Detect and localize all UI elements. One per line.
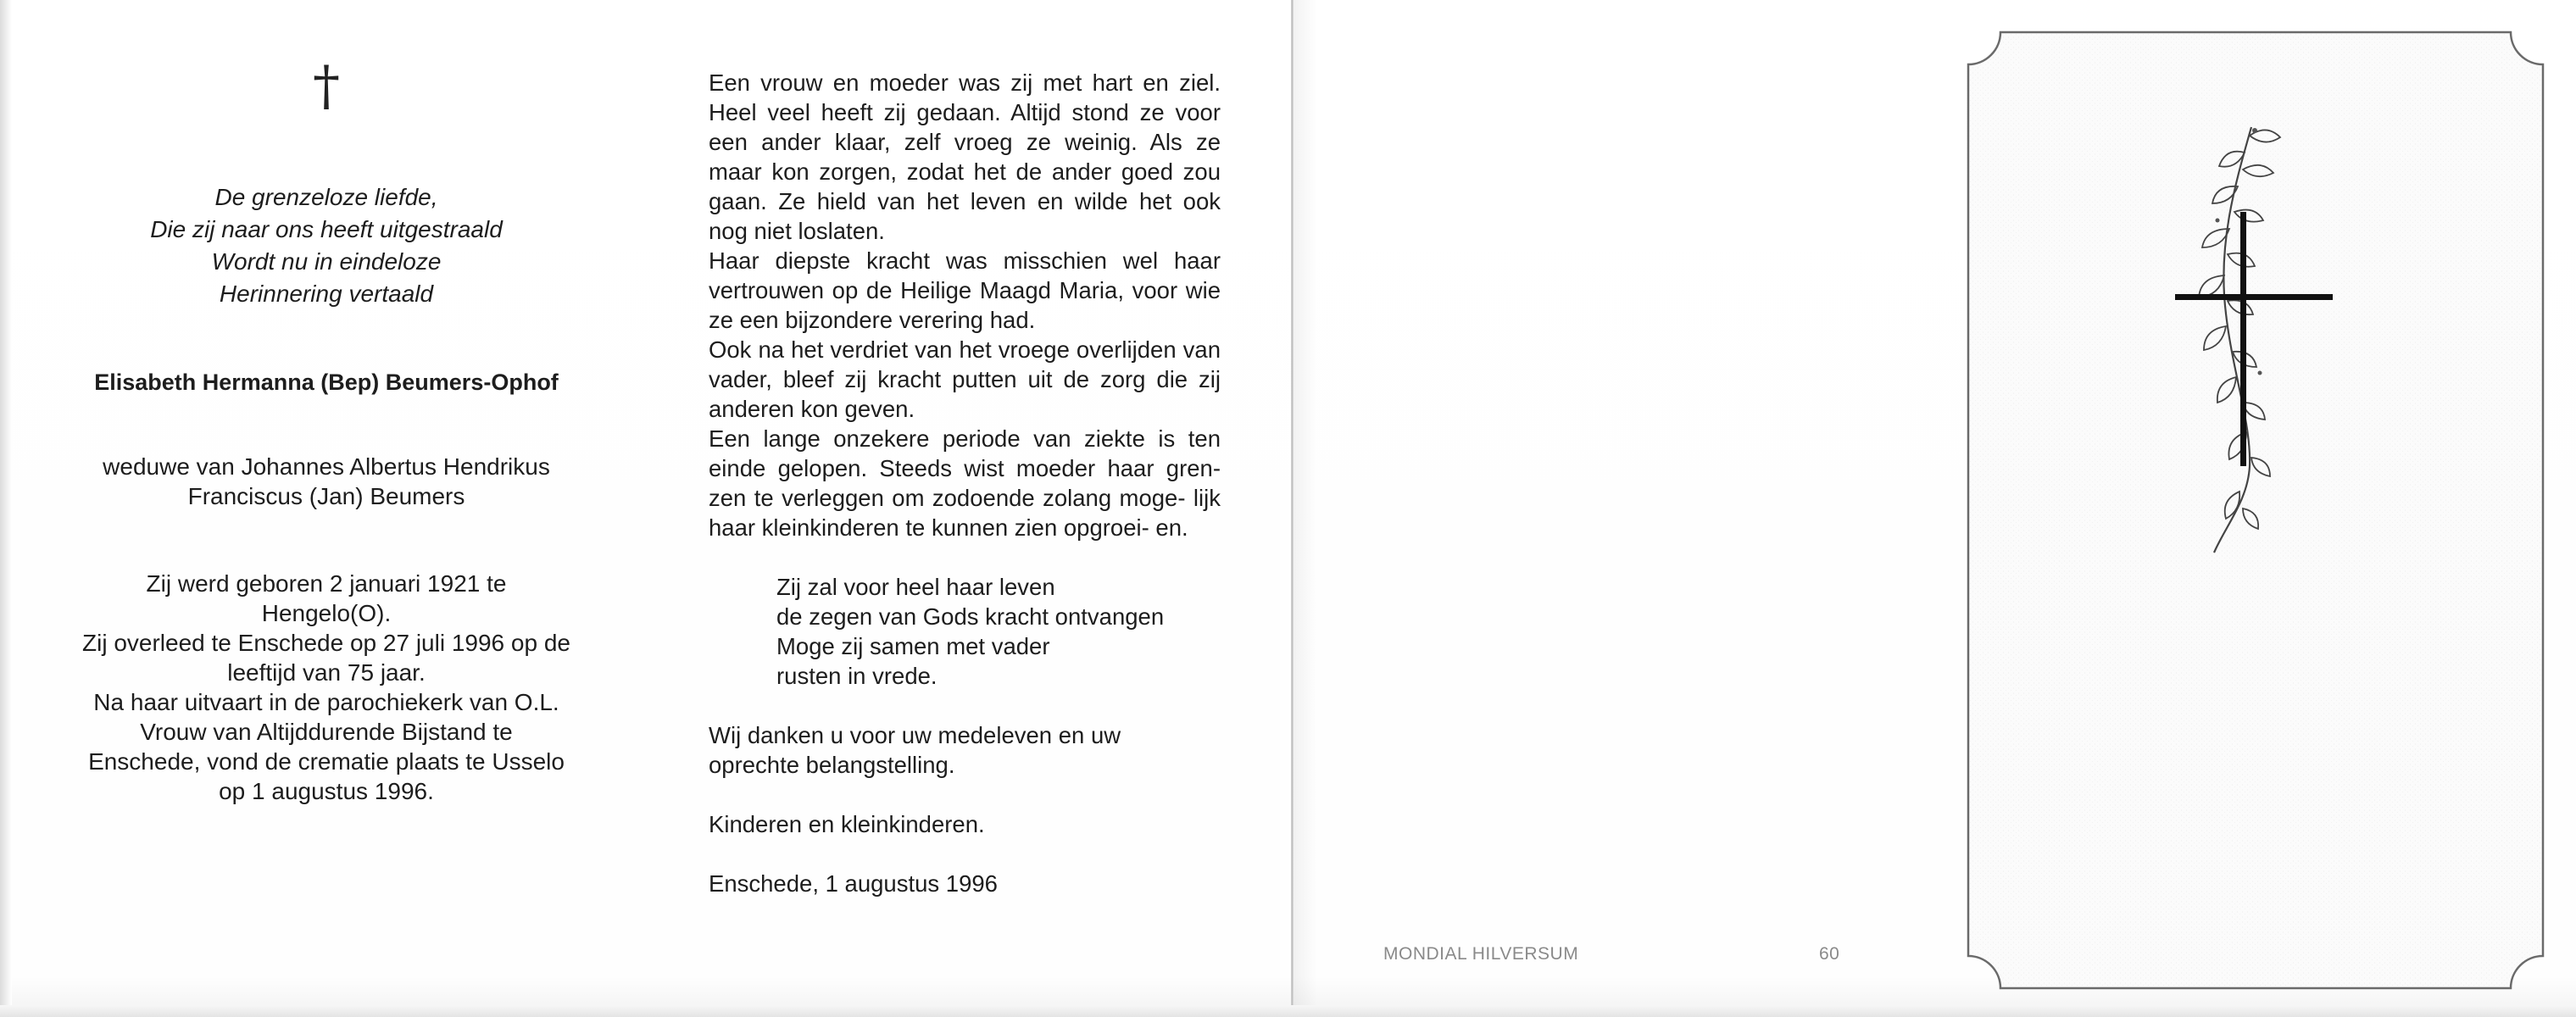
blessing-verse bbox=[776, 572, 1221, 691]
scan-bottom-edge bbox=[0, 1005, 2576, 1017]
bio-line: Na haar uitvaart in de parochiekerk van O.L. bbox=[93, 689, 559, 715]
verse-line: de zegen van Gods kracht ontvangen bbox=[776, 603, 1165, 630]
bio-line: op 1 augustus 1996. bbox=[219, 778, 434, 804]
bio-line: Hengelo(O). bbox=[261, 600, 392, 626]
poem-line: Herinnering vertaald bbox=[219, 281, 434, 307]
spouse-line bbox=[51, 452, 602, 511]
verse-line: Zij zal voor heel haar leven bbox=[776, 574, 1055, 600]
tribute-paragraph: Ook na het verdriet van het vroege overlijden van vader, bleef zij kracht putten uit de zorg die zij anderen kon geven. bbox=[709, 336, 1221, 422]
middle-panel bbox=[709, 68, 1221, 898]
verse-line: Moge zij samen met vader bbox=[776, 633, 1050, 659]
tribute-paragraph: Haar diepste kracht was misschien wel haar vertrouwen op de Heilige Maagd Maria, voor wie ze een bijzondere verering had. bbox=[709, 247, 1221, 333]
cross-icon: † bbox=[313, 55, 340, 118]
bio-line: Zij overleed te Enschede op 27 juli 1996 op de bbox=[82, 630, 570, 656]
tribute-paragraph: Een vrouw en moeder was zij met hart en ziel. Heel veel heeft zij gedaan. Altijd stond ze voor een ander klaar, zelf vroeg ze weinig. Als ze maar kon zorgen, zodat het de ander goed zou gaan. Ze hield van het leven en wilde het ook nog niet loslaten. bbox=[709, 69, 1221, 244]
tribute-paragraph: Een lange onzekere periode van ziekte is ten einde gelopen. Steeds wist moeder haar gren- zen te verleggen om zodoende zolang moge- lijk haar kleinkinderen te kunnen zien opgroei- en. bbox=[709, 425, 1221, 541]
left-panel bbox=[51, 55, 602, 806]
bio-line: Vrouw van Altijddurende Bijstand te bbox=[140, 719, 513, 745]
bio-line: Enschede, vond de crematie plaats te Usselo bbox=[88, 748, 565, 775]
biography bbox=[51, 569, 602, 806]
thanks-line: Wij danken u voor uw medeleven en uw bbox=[709, 722, 1121, 748]
family-signature: Kinderen en kleinkinderen. bbox=[709, 811, 985, 837]
scan-left-edge bbox=[0, 0, 12, 1017]
poem-line: Wordt nu in eindeloze bbox=[211, 248, 442, 275]
card-number: 60 bbox=[1819, 944, 1840, 964]
spouse-text: Franciscus (Jan) Beumers bbox=[187, 483, 465, 509]
publisher-imprint: MONDIAL HILVERSUM bbox=[1383, 944, 1579, 964]
poem-line: De grenzeloze liefde, bbox=[214, 184, 438, 210]
cross-with-leaves-icon bbox=[2167, 119, 2336, 559]
place-and-date: Enschede, 1 augustus 1996 bbox=[709, 870, 998, 897]
bio-line: Zij werd geboren 2 januari 1921 te bbox=[146, 570, 507, 597]
thanks-text bbox=[709, 720, 1221, 780]
card-fold-shadow bbox=[1294, 0, 1317, 1017]
poem-line: Die zij naar ons heeft uitgestraald bbox=[150, 216, 503, 242]
verse-line: rusten in vrede. bbox=[776, 663, 937, 689]
bio-line: leeftijd van 75 jaar. bbox=[227, 659, 426, 686]
deceased-name: Elisabeth Hermanna (Bep) Beumers-Ophof bbox=[94, 370, 559, 395]
spouse-text: weduwe van Johannes Albertus Hendrikus bbox=[103, 453, 550, 480]
thanks-line: oprechte belangstelling. bbox=[709, 752, 955, 778]
cross-branch-ornament bbox=[2167, 119, 2336, 559]
memorial-poem bbox=[51, 181, 602, 310]
